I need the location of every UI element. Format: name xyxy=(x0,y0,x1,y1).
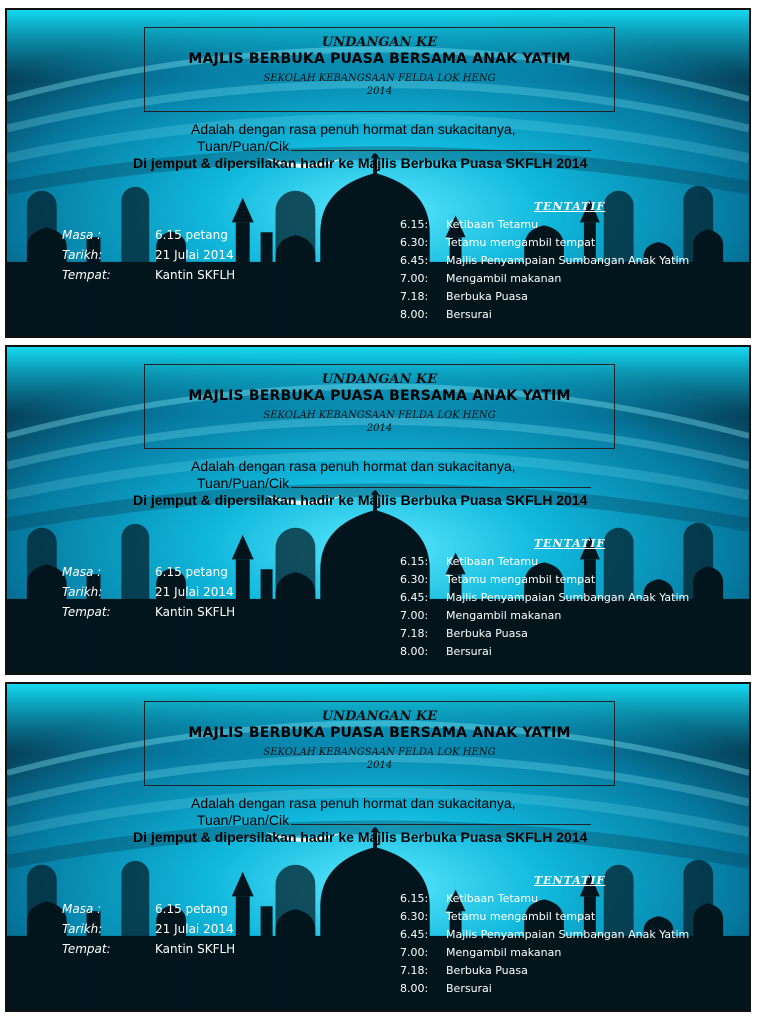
detail-row xyxy=(62,602,235,622)
schedule-event: Berbuka Puasa xyxy=(446,290,528,303)
schedule-item xyxy=(400,944,689,962)
detail-label: Masa : xyxy=(62,902,102,916)
detail-value: 6.15 petang xyxy=(155,228,228,242)
schedule-event: Tetamu mengambil tempat xyxy=(446,236,596,249)
detail-row xyxy=(62,899,235,919)
recipient-blank xyxy=(291,812,591,825)
schedule-event: Berbuka Puasa xyxy=(446,627,528,640)
schedule-event: Mengambil makanan xyxy=(446,272,562,285)
detail-row xyxy=(62,939,235,959)
detail-label: Tempat: xyxy=(62,942,111,956)
school-name: SEKOLAH KEBANGSAAN FELDA LOK HENG xyxy=(263,73,496,84)
event-title: MAJLIS BERBUKA PUASA BERSAMA ANAK YATIM xyxy=(188,51,571,67)
greeting-line: Adalah dengan rasa penuh hormat dan sukacitanya, xyxy=(191,121,516,137)
detail-label: Tarikh: xyxy=(62,585,103,599)
detail-row xyxy=(62,245,235,265)
schedule-time: 8.00: xyxy=(400,982,429,995)
invite-line: Di jemput & dipersilakan hadir ke Majlis Berbuka Puasa SKFLH 2014 xyxy=(133,155,588,171)
schedule-time: 8.00: xyxy=(400,645,429,658)
invitation-card xyxy=(5,8,751,338)
recipient-line xyxy=(197,138,591,154)
detail-row xyxy=(62,919,235,939)
schedule-time: 7.00: xyxy=(400,272,429,285)
schedule-item xyxy=(400,270,689,288)
tentatif-title: TENTATIF xyxy=(534,874,606,887)
schedule-list xyxy=(400,216,689,324)
schedule-time: 6.30: xyxy=(400,236,429,249)
schedule-item xyxy=(400,553,689,571)
schedule-time: 6.45: xyxy=(400,591,429,604)
recipient-line xyxy=(197,475,591,491)
schedule-time: 6.15: xyxy=(400,218,429,231)
schedule-event: Ketibaan Tetamu xyxy=(446,555,539,568)
schedule-time: 8.00: xyxy=(400,308,429,321)
schedule-item xyxy=(400,908,689,926)
schedule-event: Majlis Penyampaian Sumbangan Anak Yatim xyxy=(446,254,690,267)
event-title: MAJLIS BERBUKA PUASA BERSAMA ANAK YATIM xyxy=(188,388,571,404)
schedule-time: 7.18: xyxy=(400,964,429,977)
schedule-item xyxy=(400,890,689,908)
detail-row xyxy=(62,225,235,245)
detail-value: 21 Julai 2014 xyxy=(155,585,234,599)
schedule-time: 6.30: xyxy=(400,573,429,586)
event-details xyxy=(62,562,235,622)
detail-row xyxy=(62,562,235,582)
recipient-line xyxy=(197,812,591,828)
schedule-time: 7.00: xyxy=(400,946,429,959)
invite-line: Di jemput & dipersilakan hadir ke Majlis Berbuka Puasa SKFLH 2014 xyxy=(133,492,588,508)
invitation-card xyxy=(5,345,751,675)
event-year: 2014 xyxy=(366,423,393,434)
schedule-event: Majlis Penyampaian Sumbangan Anak Yatim xyxy=(446,928,690,941)
schedule-item xyxy=(400,625,689,643)
detail-label: Masa : xyxy=(62,565,102,579)
schedule-item xyxy=(400,926,689,944)
schedule-item xyxy=(400,306,689,324)
schedule-time: 6.45: xyxy=(400,254,429,267)
school-name: SEKOLAH KEBANGSAAN FELDA LOK HENG xyxy=(263,747,496,758)
schedule-list xyxy=(400,890,689,998)
schedule-time: 6.30: xyxy=(400,910,429,923)
schedule-item xyxy=(400,234,689,252)
detail-value: 6.15 petang xyxy=(155,902,228,916)
greeting-line: Adalah dengan rasa penuh hormat dan sukacitanya, xyxy=(191,458,516,474)
schedule-event: Bersurai xyxy=(446,982,492,995)
schedule-time: 6.45: xyxy=(400,928,429,941)
detail-value: Kantin SKFLH xyxy=(155,942,236,956)
schedule-item xyxy=(400,216,689,234)
detail-value: 6.15 petang xyxy=(155,565,228,579)
schedule-time: 7.00: xyxy=(400,609,429,622)
schedule-event: Mengambil makanan xyxy=(446,946,562,959)
school-name: SEKOLAH KEBANGSAAN FELDA LOK HENG xyxy=(263,410,496,421)
schedule-time: 7.18: xyxy=(400,290,429,303)
schedule-item xyxy=(400,643,689,661)
event-title: MAJLIS BERBUKA PUASA BERSAMA ANAK YATIM xyxy=(188,725,571,741)
schedule-item xyxy=(400,962,689,980)
greeting-line: Adalah dengan rasa penuh hormat dan sukacitanya, xyxy=(191,795,516,811)
detail-row xyxy=(62,265,235,285)
detail-value: 21 Julai 2014 xyxy=(155,248,234,262)
recipient-label: Tuan/Puan/Cik xyxy=(197,138,290,154)
schedule-event: Majlis Penyampaian Sumbangan Anak Yatim xyxy=(446,591,690,604)
schedule-event: Bersurai xyxy=(446,308,492,321)
schedule-list xyxy=(400,553,689,661)
schedule-time: 6.15: xyxy=(400,555,429,568)
schedule-time: 7.18: xyxy=(400,627,429,640)
schedule-item xyxy=(400,288,689,306)
detail-label: Tarikh: xyxy=(62,248,103,262)
detail-label: Masa : xyxy=(62,228,102,242)
recipient-blank xyxy=(291,475,591,488)
detail-row xyxy=(62,582,235,602)
event-year: 2014 xyxy=(366,86,393,97)
schedule-time: 6.15: xyxy=(400,892,429,905)
schedule-event: Ketibaan Tetamu xyxy=(446,892,539,905)
detail-label: Tempat: xyxy=(62,268,111,282)
schedule-item xyxy=(400,980,689,998)
recipient-label: Tuan/Puan/Cik xyxy=(197,475,290,491)
tentatif-title: TENTATIF xyxy=(534,200,606,213)
invitation-heading: UNDANGAN KE xyxy=(321,372,438,387)
schedule-event: Bersurai xyxy=(446,645,492,658)
schedule-event: Ketibaan Tetamu xyxy=(446,218,539,231)
detail-value: 21 Julai 2014 xyxy=(155,922,234,936)
detail-label: Tempat: xyxy=(62,605,111,619)
schedule-event: Berbuka Puasa xyxy=(446,964,528,977)
schedule-item xyxy=(400,589,689,607)
invitation-heading: UNDANGAN KE xyxy=(321,709,438,724)
detail-value: Kantin SKFLH xyxy=(155,605,236,619)
title-box xyxy=(144,701,615,786)
recipient-label: Tuan/Puan/Cik xyxy=(197,812,290,828)
detail-value: Kantin SKFLH xyxy=(155,268,236,282)
recipient-blank xyxy=(291,138,591,151)
event-details xyxy=(62,225,235,285)
title-box xyxy=(144,364,615,449)
schedule-event: Tetamu mengambil tempat xyxy=(446,910,596,923)
tentatif-title: TENTATIF xyxy=(534,537,606,550)
schedule-event: Mengambil makanan xyxy=(446,609,562,622)
schedule-item xyxy=(400,607,689,625)
event-details xyxy=(62,899,235,959)
invitation-heading: UNDANGAN KE xyxy=(321,35,438,50)
invite-line: Di jemput & dipersilakan hadir ke Majlis Berbuka Puasa SKFLH 2014 xyxy=(133,829,588,845)
event-year: 2014 xyxy=(366,760,393,771)
invitation-card xyxy=(5,682,751,1012)
schedule-item xyxy=(400,571,689,589)
detail-label: Tarikh: xyxy=(62,922,103,936)
title-box xyxy=(144,27,615,112)
schedule-item xyxy=(400,252,689,270)
schedule-event: Tetamu mengambil tempat xyxy=(446,573,596,586)
